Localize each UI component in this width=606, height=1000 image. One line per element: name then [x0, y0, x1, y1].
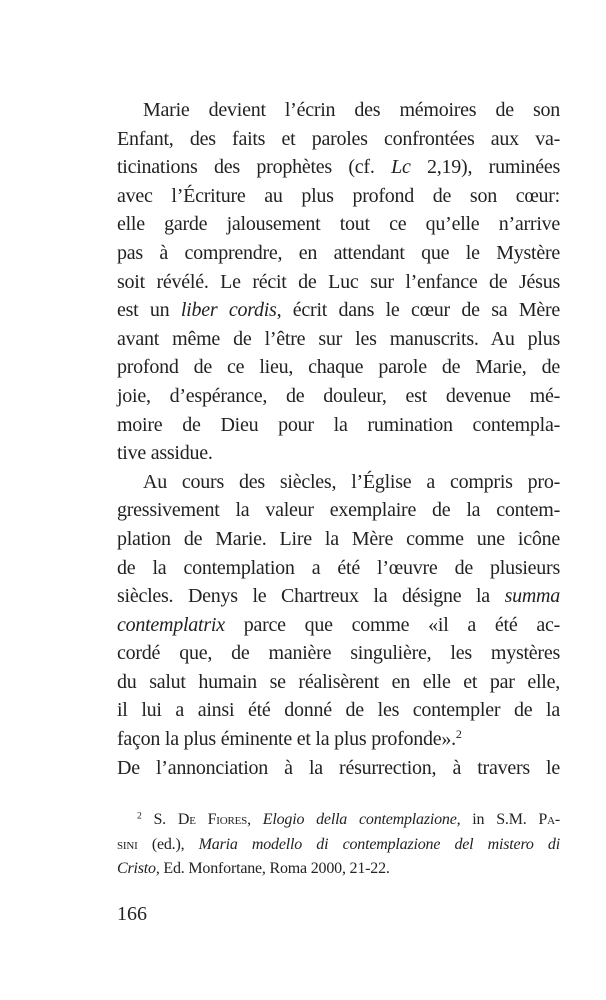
- text-segment: gressivement la valeur exemplaire de la contem-: [117, 499, 560, 522]
- text-line: [117, 268, 560, 297]
- text-segment: ticinations des prophètes (cf.: [117, 156, 392, 179]
- footnote-reference: 2: [455, 726, 462, 741]
- text-line: [117, 125, 560, 154]
- text-segment: Maria modello di contemplazione del mistero di: [198, 835, 560, 853]
- text-segment: Au cours des siècles, l’Église a compris pro-: [143, 470, 560, 493]
- text-segment: moire de Dieu pour la rumination contempla-: [117, 413, 560, 436]
- text-segment: liber cordis: [180, 299, 277, 322]
- text-line: [117, 496, 560, 525]
- text-segment: , Ed. Monfortane, Roma 2000, 21-22.: [155, 860, 390, 877]
- text-segment: avant même de l’être sur les manuscrits. Au plus: [117, 327, 560, 350]
- text-line: [117, 239, 560, 268]
- text-line: [117, 668, 560, 697]
- text-line: [117, 639, 560, 668]
- footnote-line: [117, 857, 560, 882]
- text-segment: de la contemplation a été l’œuvre de plusieurs: [117, 556, 560, 579]
- text-segment: façon la plus éminente et la plus profonde».: [117, 728, 456, 751]
- text-segment: du salut humain se réalisèrent en elle et par elle,: [117, 670, 560, 693]
- text-line: [117, 96, 560, 125]
- text-line: [117, 754, 560, 783]
- text-segment: Cristo: [117, 860, 156, 877]
- text-segment: plation de Marie. Lire la Mère comme une icône: [117, 527, 560, 550]
- text-line: [117, 296, 560, 325]
- text-line: [117, 696, 560, 725]
- text-segment: summa: [504, 585, 560, 608]
- text-segment: elle garde jalousement tout ce qu’elle n’arrive: [117, 213, 560, 236]
- text-line: [117, 153, 560, 182]
- text-segment: , écrit dans le cœur de sa Mère: [276, 299, 561, 322]
- text-segment: parce que comme «il a été ac-: [224, 613, 560, 636]
- text-line: [117, 411, 560, 440]
- text-segment: Marie devient l’écrin des mémoires de son: [143, 99, 560, 121]
- text-line: [117, 582, 560, 611]
- text-segment: cordé que, de manière singulière, les mystères: [117, 642, 560, 665]
- text-segment: avec l’Écriture au plus profond de son cœur:: [117, 184, 560, 207]
- text-line: [117, 353, 560, 382]
- text-segment: siècles. Denys le Chartreux la désigne la: [117, 585, 505, 608]
- text-segment: tive assidue.: [117, 442, 213, 465]
- text-segment: contemplatrix: [117, 613, 225, 636]
- text-segment: soit révélé. Le récit de Luc sur l’enfance de Jésus: [117, 270, 560, 293]
- text-line: [117, 182, 560, 211]
- text-segment: profond de ce lieu, chaque parole de Marie, de: [117, 356, 560, 379]
- text-segment: il lui a ainsi été donné de les contempler de la: [117, 699, 560, 722]
- text-segment: ,: [247, 811, 263, 828]
- text-segment: (ed.),: [137, 835, 199, 853]
- text-segment: pas à comprendre, en attendant que le Mystère: [117, 241, 560, 264]
- text-segment: sini: [117, 835, 138, 853]
- text-segment: Elogio della contemplazione: [262, 811, 457, 828]
- text-segment: est un: [117, 299, 181, 322]
- text-segment: Pa-: [538, 811, 560, 828]
- text-line: [117, 725, 560, 754]
- footnote-line: [117, 833, 560, 858]
- footnote-reference: 2: [137, 810, 142, 822]
- text-segment: joie, d’espérance, de douleur, est devenue mé-: [117, 384, 560, 407]
- text-line: [117, 611, 560, 640]
- text-line: [117, 382, 560, 411]
- text-line: [117, 468, 560, 497]
- page-number: 166: [117, 903, 147, 925]
- text-line: [117, 439, 560, 468]
- body-text: [117, 96, 560, 782]
- text-segment: S.: [141, 811, 178, 828]
- footnote-line: [117, 808, 560, 833]
- footnote: [117, 808, 560, 882]
- text-line: [117, 525, 560, 554]
- text-segment: , in S.M.: [456, 811, 539, 828]
- text-segment: Enfant, des faits et paroles confrontées aux va-: [117, 127, 560, 150]
- text-line: [117, 210, 560, 239]
- text-line: [117, 325, 560, 354]
- text-segment: 2,19), ruminées: [410, 156, 560, 179]
- text-line: [117, 554, 560, 583]
- text-segment: De Fiores: [177, 811, 248, 828]
- text-segment: De l’annonciation à la résurrection, à travers le: [117, 756, 560, 779]
- text-segment: Lc: [391, 156, 411, 179]
